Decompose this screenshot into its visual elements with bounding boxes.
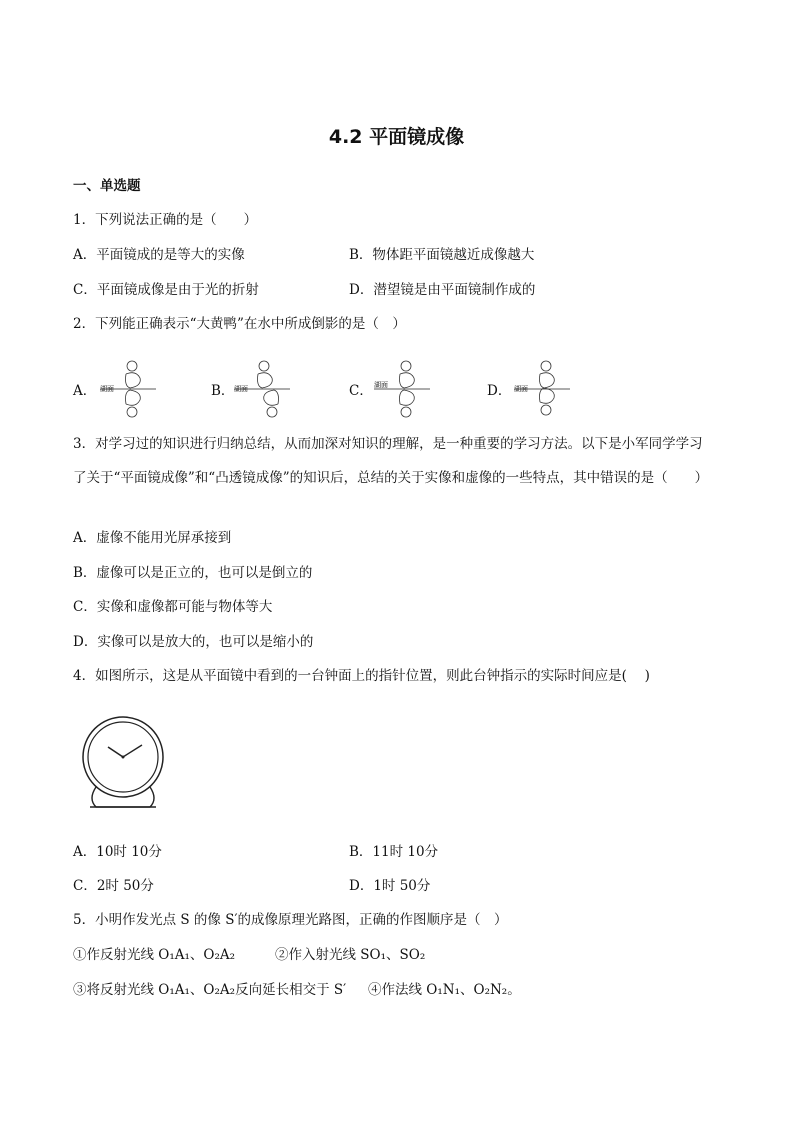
question-3-option-b: B．虚像可以是正立的，也可以是倒立的 <box>73 565 313 581</box>
question-5-step-4: ④作法线 O₁N₁、O₂N₂。 <box>368 982 521 998</box>
section-heading: 一、单选题 <box>73 178 141 194</box>
question-1-stem: 1．下列说法正确的是（ ） <box>73 212 258 228</box>
question-4-option-b: B．11时 10分 <box>349 844 439 860</box>
question-2-stem: 2．下列能正确表示“大黄鸭”在水中所成倒影的是（ ） <box>73 316 406 332</box>
question-3-stem-line-2: 了关于“平面镜成像”和“凸透镜成像”的知识后，总结的关于实像和虚像的一些特点，其中错误的是（ ） <box>73 470 709 486</box>
question-1-option-a: A．平面镜成的是等大的实像 <box>73 247 245 263</box>
question-5-stem: 5．小明作发光点 S 的像 S′的成像原理光路图，正确的作图顺序是（ ） <box>73 912 508 928</box>
svg-text:湖面: 湖面 <box>514 385 528 393</box>
svg-text:湖面: 湖面 <box>374 381 388 389</box>
question-4-option-c: C．2时 50分 <box>73 878 154 894</box>
question-5-step-2: ②作入射光线 SO₁、SO₂ <box>275 947 426 963</box>
duck-reflection-figure-a <box>98 358 158 420</box>
question-5-step-1: ①作反射光线 O₁A₁、O₂A₂ <box>73 947 236 963</box>
duck-reflection-figure-b <box>232 358 292 420</box>
duck-reflection-figure-c <box>372 358 432 420</box>
question-1-option-b: B．物体距平面镜越近成像越大 <box>349 247 535 263</box>
question-3-option-a: A．虚像不能用光屏承接到 <box>73 530 232 546</box>
svg-text:湖面: 湖面 <box>100 385 114 393</box>
question-2-option-a-label: A． <box>73 383 97 399</box>
question-3-option-d: D．实像可以是放大的，也可以是缩小的 <box>73 634 314 650</box>
question-1-option-c: C．平面镜成像是由于光的折射 <box>73 282 259 298</box>
svg-text:湖面: 湖面 <box>234 385 248 393</box>
question-5-step-3: ③将反射光线 O₁A₁、O₂A₂反向延长相交于 S′ <box>73 982 347 998</box>
page-title: 4.2 平面镜成像 <box>328 126 465 148</box>
question-3-option-c: C．实像和虚像都可能与物体等大 <box>73 599 273 615</box>
question-2-option-c-label: C． <box>349 383 373 399</box>
question-2-option-d-label: D． <box>487 383 512 399</box>
question-2-option-b-label: B． <box>211 383 235 399</box>
question-4-option-a: A．10时 10分 <box>73 844 162 860</box>
duck-reflection-figure-d <box>512 358 572 420</box>
question-3-stem-line-1: 3．对学习过的知识进行归纳总结，从而加深对知识的理解，是一种重要的学习方法。以下是小军同学学习 <box>73 436 703 452</box>
question-1-option-d: D．潜望镜是由平面镜制作成的 <box>349 282 536 298</box>
question-4-stem: 4．如图所示，这是从平面镜中看到的一台钟面上的指针位置，则此台钟指示的实际时间应是( ) <box>73 668 650 684</box>
clock-figure <box>80 715 170 815</box>
question-4-option-d: D．1时 50分 <box>349 878 431 894</box>
